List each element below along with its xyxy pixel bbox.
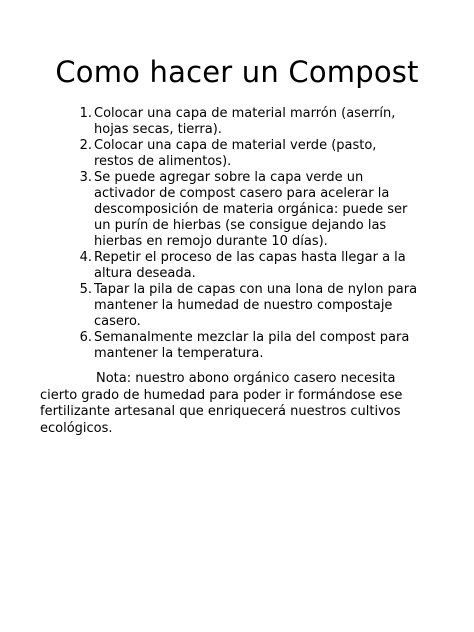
step-text: Colocar una capa de material marrón (aserrín, hojas secas, tierra). — [94, 106, 396, 137]
step-number: 4. — [79, 250, 92, 265]
step-text: Colocar una capa de material verde (pasto, restos de alimentos). — [94, 138, 377, 169]
step-text: Semanalmente mezclar la pila del compost para mantener la temperatura. — [94, 330, 410, 361]
step-text: Repetir el proceso de las capas hasta llegar a la altura deseada. — [94, 250, 406, 281]
steps-list — [68, 106, 418, 362]
list-item — [68, 170, 418, 250]
step-number: 2. — [79, 138, 92, 153]
list-item — [68, 106, 418, 138]
list-item — [68, 330, 418, 362]
page-title: Como hacer un Compost — [55, 55, 419, 89]
step-number: 5. — [79, 282, 92, 297]
step-number: 1. — [79, 106, 92, 121]
list-item — [68, 138, 418, 170]
step-number: 6. — [79, 330, 92, 345]
list-item — [68, 282, 418, 330]
step-text: Tapar la pila de capas con una lona de nylon para mantener la humedad de nuestro compostaje casero. — [94, 282, 418, 329]
list-item — [68, 250, 418, 282]
step-text: Se puede agregar sobre la capa verde un activador de compost casero para acelerar la descomposición de materia orgánica: puede ser un purín de hierbas (se consigue dejando las hierbas en remojo durante 10 días). — [94, 170, 408, 249]
step-number: 3. — [79, 170, 92, 185]
note-paragraph: Nota: nuestro abono orgánico casero necesita cierto grado de humedad para poder ir formándose ese fertilizante artesanal que enriquecerá nuestros cultivos ecológicos. — [40, 371, 403, 436]
